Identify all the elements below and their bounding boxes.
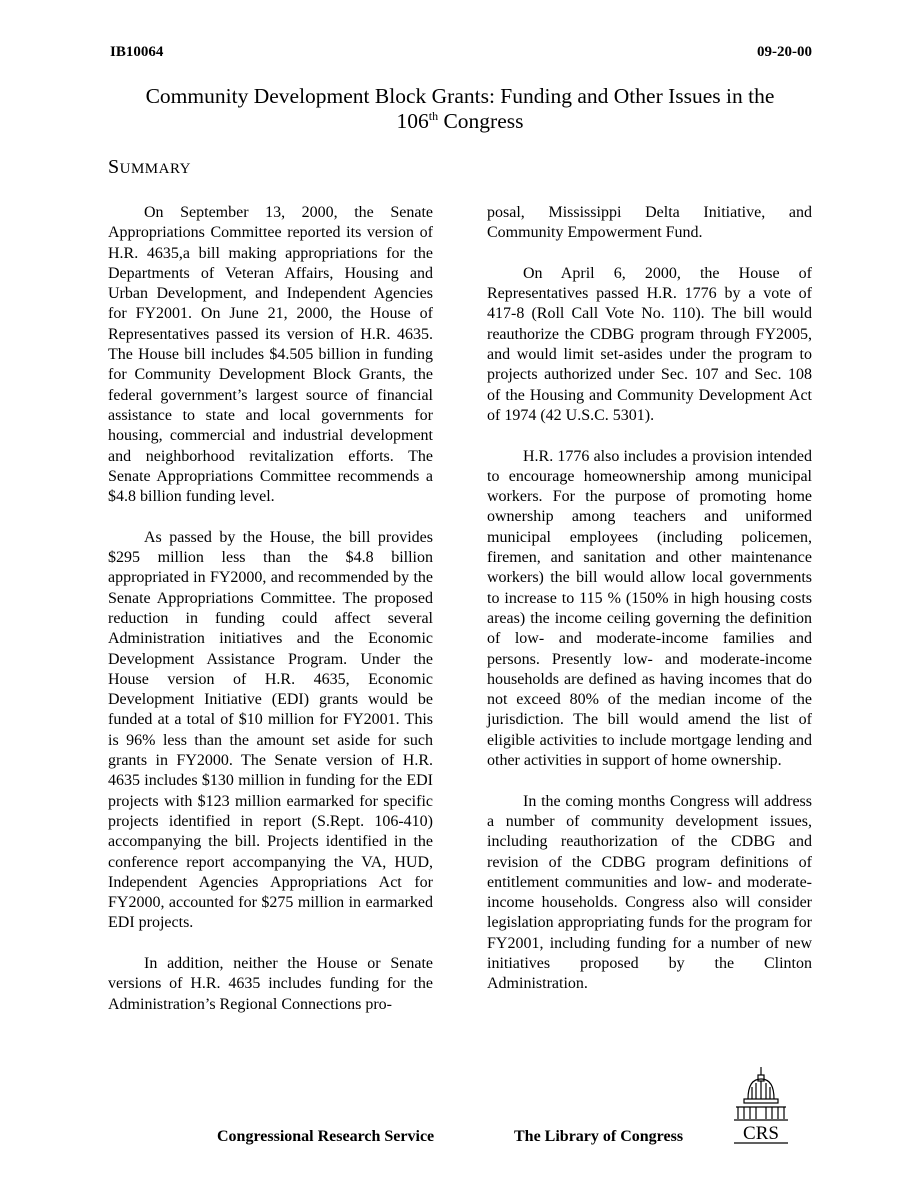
left-column — [108, 203, 433, 1035]
report-id: IB10064 — [110, 44, 164, 60]
right-column — [487, 203, 812, 1015]
document-title — [100, 84, 820, 134]
paragraph: In the coming months Congress will address a number of community development issues, including reauthorization of the CDBG and revision of the CDBG program definitions of entitlement communities and low- and moderate-income households. Congress also will consider legislation appropriating funds for the program for FY2001, including funding for a number of new initiatives proposed by the Clinton Administration. — [487, 792, 812, 993]
title-line-2 — [100, 109, 820, 134]
paragraph: On September 13, 2000, the Senate Appropriations Committee reported its version of H.R. 4635,a bill making appropriations for the Departments of Veteran Affairs, Housing and Urban Development, and Independent Agencies for FY2001. On June 21, 2000, the House of Representatives passed its version of H.R. 4635. The House bill includes $4.505 billion in funding for Community Development Block Grants, the federal government’s largest source of financial assistance to state and local governments for housing, commercial and industrial development and neighborhood revitalization efforts. The Senate Appropriations Committee recommends a $4.8 billion funding level. — [108, 204, 433, 506]
report-date: 09-20-00 — [757, 44, 812, 60]
title-line-1: Community Development Block Grants: Funding and Other Issues in the — [145, 84, 775, 108]
footer-library-name: The Library of Congress — [514, 1128, 684, 1145]
paragraph-continuation: posal, Mississippi Delta Initiative, and Community Empowerment Fund. — [487, 204, 812, 242]
paragraph: In addition, neither the House or Senate versions of H.R. 4635 includes funding for the Administration’s Regional Connections pro- — [108, 954, 433, 1013]
footer-crs-name: Congressional Research Service — [217, 1128, 435, 1145]
crs-capitol-logo — [730, 1065, 792, 1147]
paragraph: On April 6, 2000, the House of Representatives passed H.R. 1776 by a vote of 417-8 (Roll Call Vote No. 110). The bill would reauthorize the CDBG program through FY2005, and would limit set-asides under the program to projects authorized under Sec. 107 and Sec. 108 of the Housing and Community Development Act of 1974 (42 U.S.C. 5301). — [487, 264, 812, 424]
paragraph: H.R. 1776 also includes a provision intended to encourage homeownership among municipal workers. For the purpose of promoting home ownership among teachers and uniformed municipal employees (including policemen, firemen, and sanitation and other maintenance workers) the bill would allow local governments to increase to 115 % (150% in high housing costs areas) the income ceiling governing the definition of low- and moderate-income families and persons. Presently low- and moderate-income households are defined as having incomes that do not exceed 80% of the median income of the jurisdiction. The bill would amend the list of eligible activities to include mortgage lending and other activities in support of home ownership. — [487, 447, 812, 770]
title-ordinal-suffix: th — [428, 109, 439, 123]
section-heading-initial: S — [108, 156, 120, 178]
title-congress-number: 106 — [396, 109, 429, 133]
section-heading-summary — [108, 156, 191, 179]
crs-logo-text: CRS — [743, 1123, 779, 1144]
section-heading-rest: UMMARY — [119, 161, 191, 177]
title-congress-word: Congress — [438, 109, 524, 133]
paragraph: As passed by the House, the bill provides $295 million less than the $4.8 billion appropriated in FY2000, and recommended by the Senate Appropriations Committee. The proposed reduction in funding could affect several Administration initiatives and the Economic Development Assistance Program. Under the House version of H.R. 4635, Economic Development Initiative (EDI) grants would be funded at a total of $10 million for FY2001. This is 96% less than the amount set aside for such grants in FY2000. The Senate version of H.R. 4635 includes $130 million in funding for the EDI projects with $123 million earmarked for specific projects identified in report (S.Rept. 106-410) accompanying the bill. Projects identified in the conference report accompanying the VA, HUD, Independent Agencies Appropriations Act for FY2000, accounted for $275 million in earmarked EDI projects. — [108, 528, 433, 932]
